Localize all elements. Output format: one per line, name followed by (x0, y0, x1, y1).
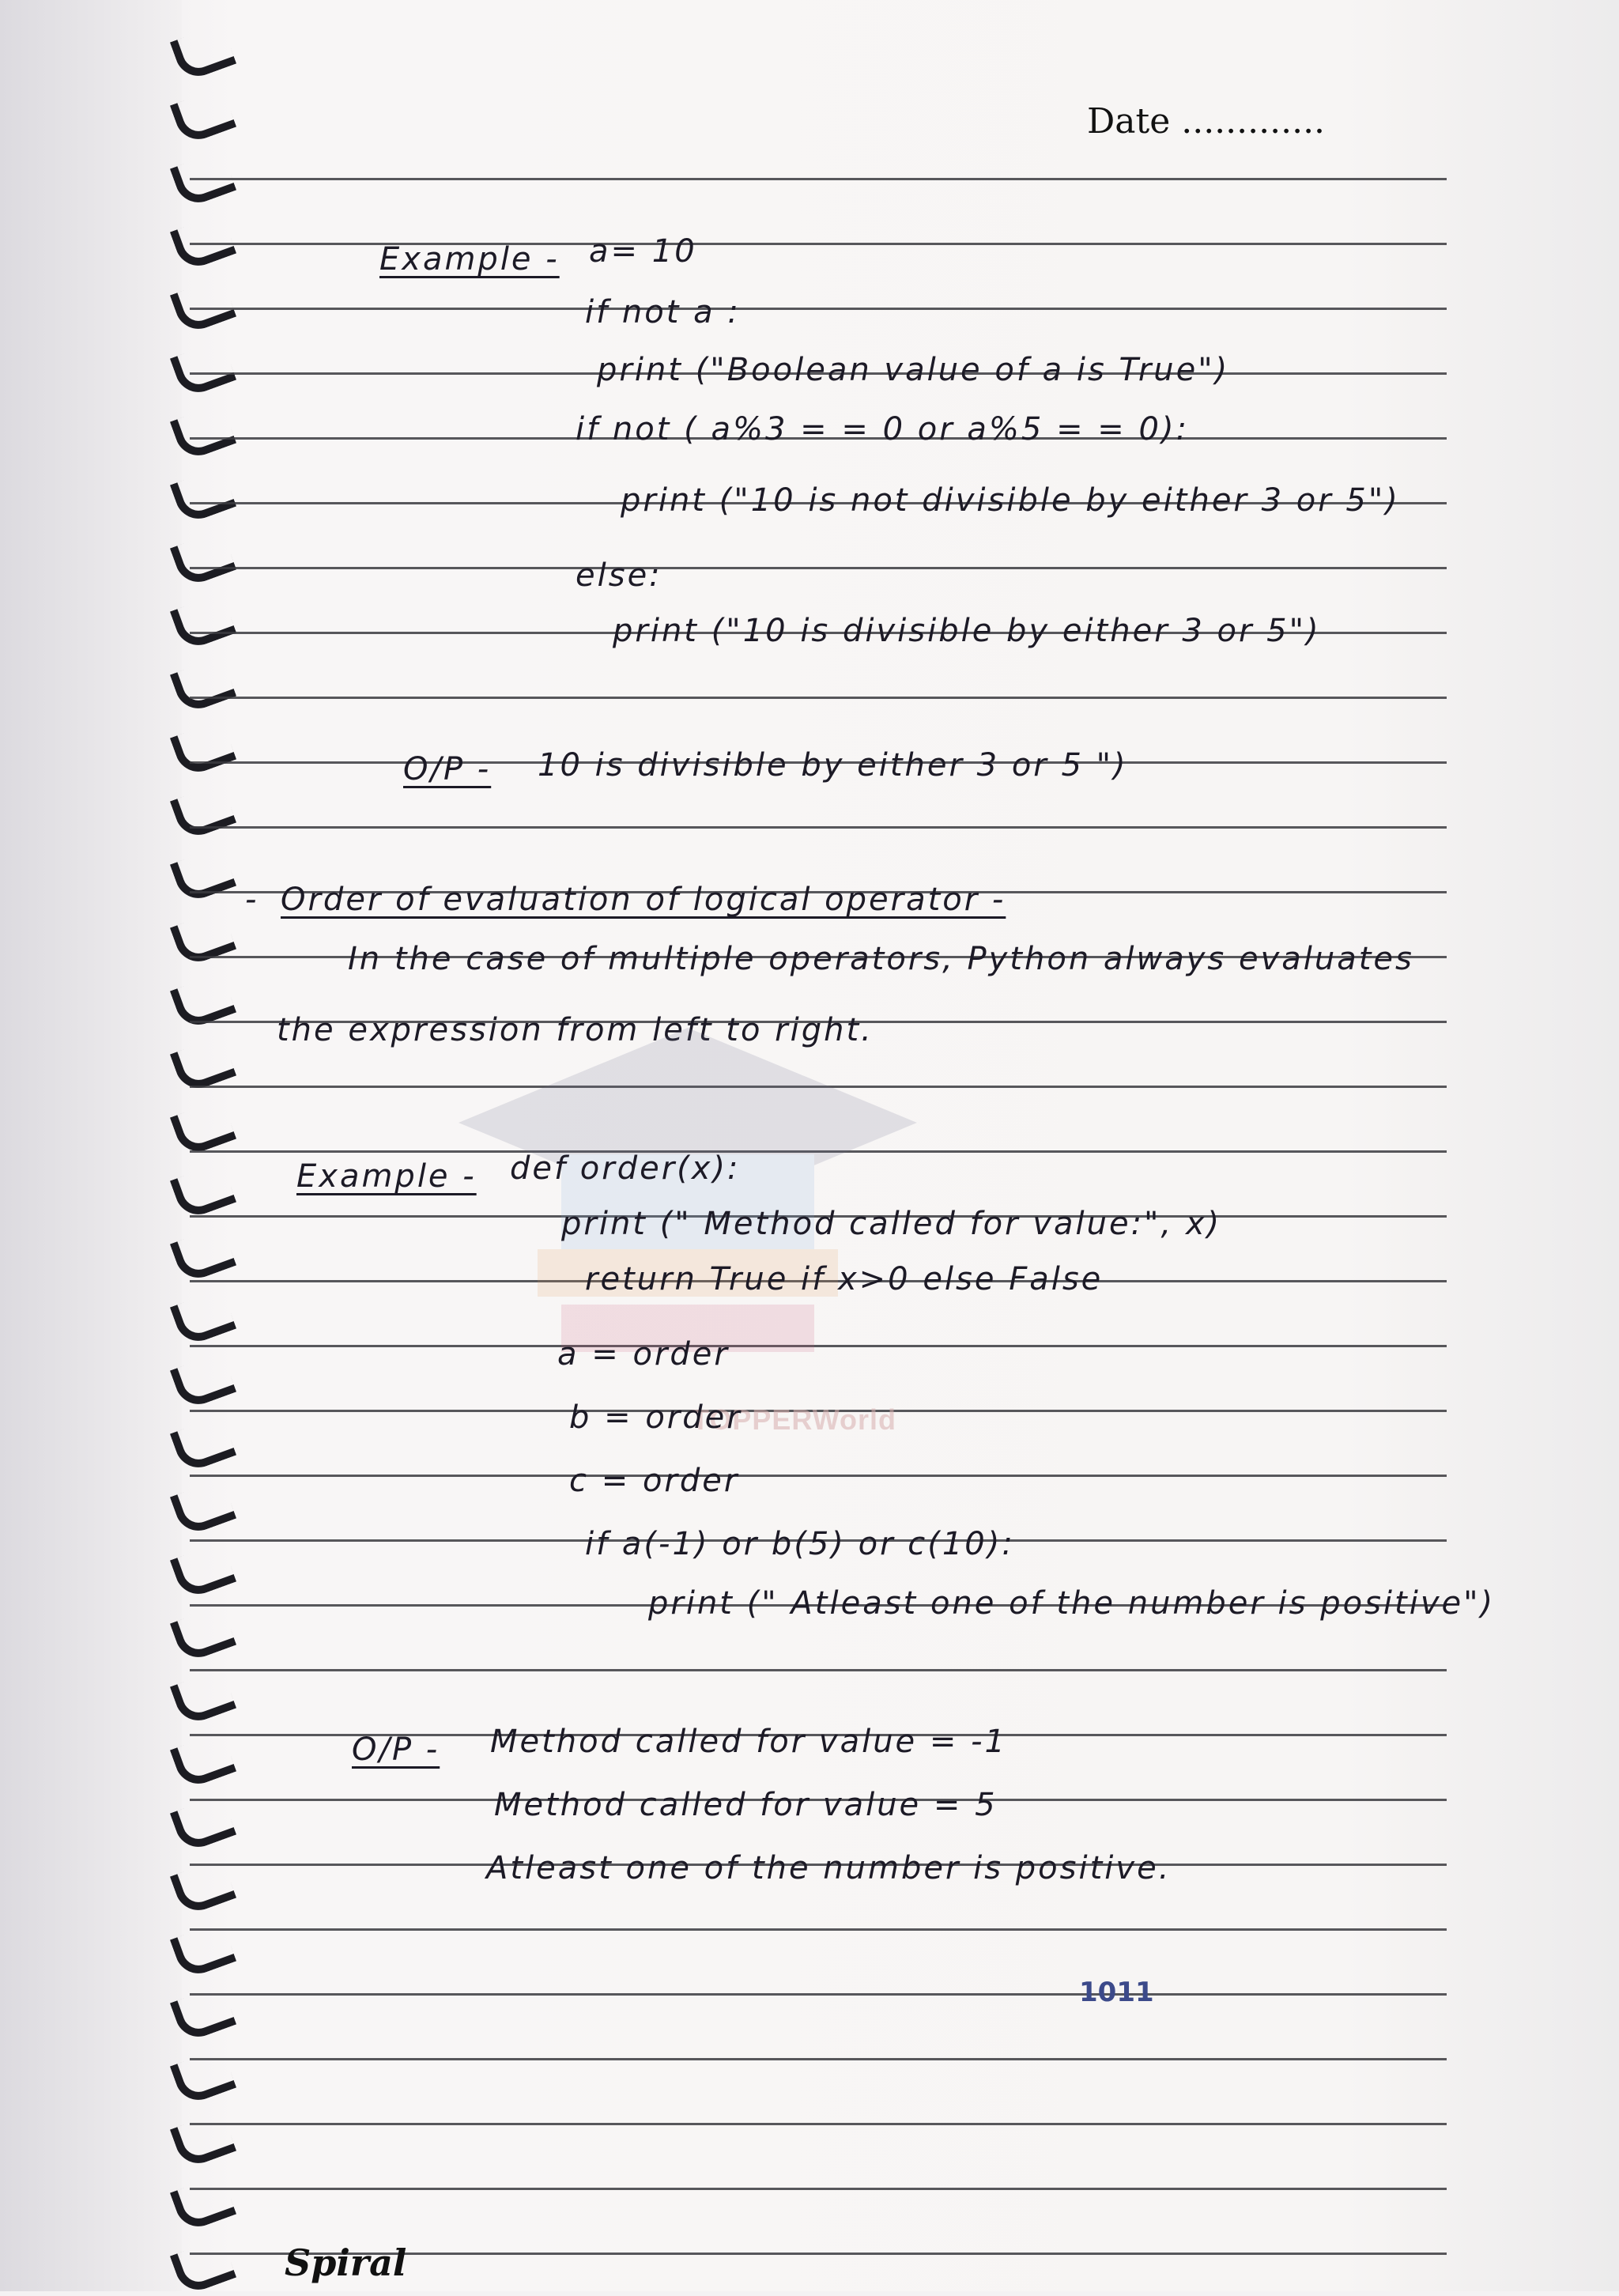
code-line: print ("10 is divisible by either 3 or 5") (613, 613, 1321, 649)
watermark-text: TOPPERWorld (692, 1403, 897, 1436)
ruled-line (190, 567, 1447, 569)
example2-label: Example - (296, 1158, 477, 1195)
output-label: O/P - (352, 1731, 440, 1768)
code-line: if not a : (585, 294, 741, 330)
output-text: 10 is divisible by either 3 or 5 ") (538, 747, 1128, 784)
code-line: if not ( a%3 = = 0 or a%5 = = 0): (576, 411, 1190, 447)
code-line: print ("Boolean value of a is True") (597, 352, 1230, 388)
code-line: a = order (557, 1336, 730, 1373)
code-line: print ("10 is not divisible by either 3 or 5") (621, 482, 1400, 519)
output-label: O/P - (403, 751, 492, 787)
code-line: b = order (569, 1399, 742, 1436)
code-line: print (" Method called for value:", x) (561, 1206, 1222, 1242)
section-heading: Order of evaluation of logical operator - (281, 882, 1006, 918)
ruled-line (190, 1669, 1447, 1671)
code-line: else: (576, 557, 662, 594)
page-stamp: 1011 (1079, 1977, 1154, 2008)
spiral-brand-logo: Spiral (285, 2241, 407, 2284)
body-text: In the case of multiple operators, Python always evaluates (348, 941, 1414, 977)
ruled-line (190, 243, 1447, 245)
ruled-line (190, 1993, 1447, 1996)
date-label: Date ............. (1087, 101, 1326, 142)
output-text: Method called for value = 5 (494, 1787, 998, 1823)
code-line: a= 10 (589, 233, 697, 270)
output-text: Method called for value = -1 (490, 1724, 1007, 1760)
ruled-line (190, 697, 1447, 699)
example1-label: Example - (379, 241, 560, 278)
spiral-margin (0, 0, 182, 2291)
output-text: Atleast one of the number is positive. (486, 1850, 1172, 1886)
ruled-line (190, 2188, 1447, 2190)
heading-dash: - (245, 882, 259, 918)
ruled-line (190, 1475, 1447, 1477)
code-line: def order(x): (510, 1150, 741, 1187)
ruled-line (190, 308, 1447, 310)
ruled-line (190, 2123, 1447, 2125)
ruled-line (190, 178, 1447, 180)
body-text: the expression from left to right. (277, 1012, 874, 1048)
code-line: print (" Atleast one of the number is positive") (648, 1585, 1496, 1622)
ruled-line (190, 1928, 1447, 1931)
ruled-line (190, 2058, 1447, 2060)
code-line: return True if x>0 else False (585, 1261, 1104, 1297)
code-line: if a(-1) or b(5) or c(10): (585, 1526, 1015, 1562)
ruled-line (190, 826, 1447, 829)
code-line: c = order (569, 1463, 740, 1499)
